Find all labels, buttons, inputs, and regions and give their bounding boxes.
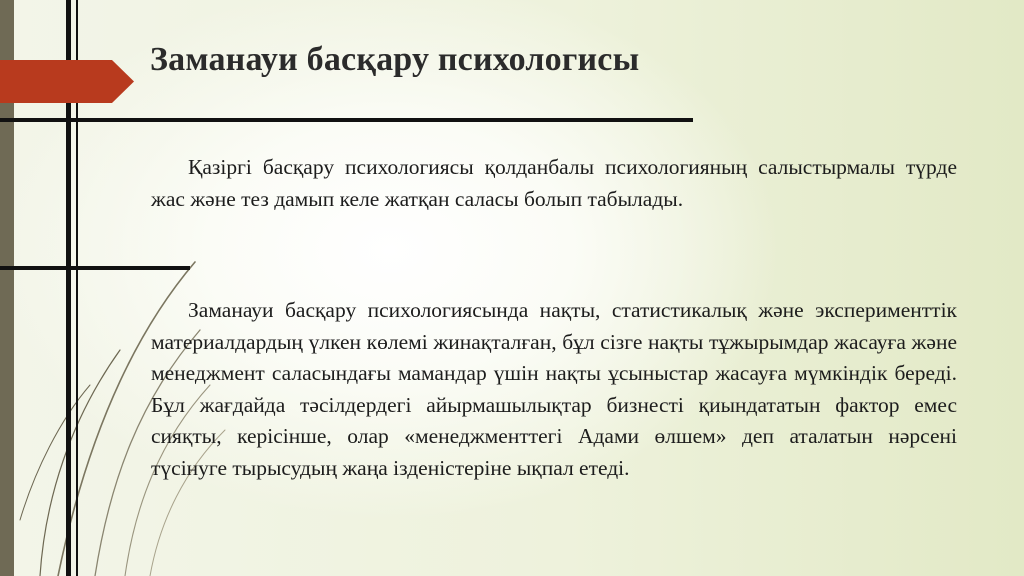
paragraph-2: Заманауи басқару психологиясында нақты, статистикалық және эксперименттік материалдардың үлкен көлемі жинақталған, бұл сізге нақты тұжырымдар жасауға және менеджмент саласындағы мамандар үшін нақты ұсыныстар жасауға мүмкіндік береді. Бұл жағдайда тәсілдердегі айырмашылықтар бизнесті қиындататын фактор емес сияқты, керісінше, олар «менеджменттегі Адами өлшем» деп аталатын нәрсені түсінуге тырысудың жаңа ізденістеріне ықпал етеді.: [151, 298, 957, 480]
title-arrow-marker: [0, 60, 134, 103]
mid-rule: [0, 266, 190, 270]
paragraph-1: Қазіргі басқару психологиясы қолданбалы психологияның салыстырмалы түрде жас және тез дамып келе жатқан саласы болып табылады.: [151, 155, 957, 211]
slide-title: Заманауи басқару психологисы: [150, 41, 640, 78]
title-underline: [0, 118, 693, 122]
